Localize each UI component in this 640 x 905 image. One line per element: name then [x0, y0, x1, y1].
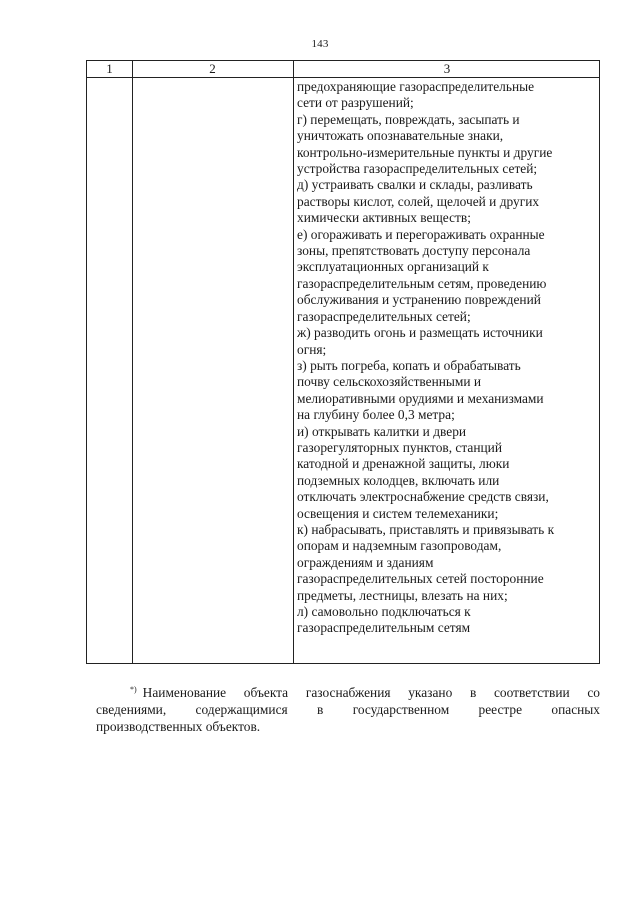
footnote-line-2: [96, 701, 600, 718]
table-text-line: эксплуатационных организаций к: [297, 259, 489, 275]
table-text-line: зоны, препятствовать доступу персонала: [297, 243, 531, 259]
table-text-line: растворы кислот, солей, щелочей и других: [297, 193, 540, 209]
column-divider-2: [293, 61, 294, 663]
footnote-word: сведениями,: [96, 702, 167, 717]
table-text-line: катодной и дренажной защиты, люки: [297, 456, 510, 472]
column-header-2: 2: [209, 61, 216, 76]
table-text-line: газораспределительных сетей посторонние: [297, 571, 544, 587]
footnote-line-1: [96, 684, 600, 701]
table-text-line: освещения и систем телемеханики;: [297, 505, 499, 521]
footnote-word: содержащимися: [195, 702, 288, 717]
footnote-word: соответствии: [493, 685, 570, 700]
table-text-line: огня;: [297, 341, 327, 357]
footnote: [96, 684, 600, 735]
table-text-line: л) самовольно подключаться к: [297, 604, 471, 619]
footnote-word: [130, 684, 226, 701]
footnote-word: опасных: [551, 702, 600, 717]
page-number: 143: [311, 38, 329, 50]
table-text-line: ограждениям и зданиям: [297, 554, 434, 570]
footnote-word: указано: [408, 685, 453, 700]
table-text-line: е) огораживать и перегораживать охранные: [297, 226, 545, 242]
table-text-line: д) устраивать свалки и склады, разливать: [297, 177, 533, 193]
table-text-line: газорегуляторных пунктов, станций: [297, 439, 503, 455]
table-text-line: отключать электроснабжение средств связи,: [297, 489, 549, 505]
table-text-line: обслуживания и устранению повреждений: [297, 292, 541, 308]
table-text-line: сети от разрушений;: [297, 95, 414, 111]
footnote-word: реестре: [478, 702, 523, 717]
table-text-line: уничтожать опознавательные знаки,: [297, 128, 504, 144]
table-text-line: на глубину более 0,3 метра;: [297, 407, 455, 423]
requirements-table: [86, 60, 600, 664]
table-text-line: подземных колодцев, включать или: [297, 472, 500, 488]
footnote-word-text: Наименование: [142, 685, 227, 700]
table-text-line: газораспределительных сетей;: [297, 308, 471, 324]
table-text-line: предохраняющие газораспределительные: [297, 79, 535, 94]
table-text-line: химически активных веществ;: [297, 210, 471, 226]
table-text-line: контрольно-измерительные пункты и другие: [297, 144, 553, 160]
column-3-content: [297, 79, 599, 637]
footnote-word: государственном: [352, 702, 450, 717]
table-text-line: к) набрасывать, приставлять и привязывать к: [297, 521, 555, 537]
table-text-line: газораспределительным сетям, проведению: [297, 275, 547, 291]
table-text-line: опорам и надземным газопроводам,: [297, 538, 502, 554]
header-divider: [87, 77, 599, 78]
table-text-line: ж) разводить огонь и размещать источники: [297, 325, 543, 341]
column-header-3: 3: [443, 61, 451, 76]
table-text-line: устройства газораспределительных сетей;: [297, 161, 538, 177]
footnote-marker: *): [130, 684, 137, 694]
footnote-word: объекта: [243, 685, 289, 700]
table-text-line: г) перемещать, повреждать, засыпать и: [297, 111, 520, 127]
footnote-word: газоснабжения: [305, 685, 391, 700]
column-divider-1: [132, 61, 133, 663]
footnote-line-3: производственных объектов.: [96, 719, 261, 734]
table-text-line: з) рыть погреба, копать и обрабатывать: [297, 357, 521, 373]
table-text-line: газораспределительным сетям: [297, 620, 471, 636]
table-text-line: предметы, лестницы, влезать на них;: [297, 587, 508, 603]
footnote-word: в: [469, 685, 477, 700]
column-header-1: 1: [106, 61, 113, 76]
footnote-word: со: [587, 685, 600, 700]
table-text-line: почву сельскохозяйственными и: [297, 374, 482, 390]
table-text-line: мелиоративными орудиями и механизмами: [297, 390, 544, 406]
footnote-word: в: [317, 702, 324, 717]
table-text-line: и) открывать калитки и двери: [297, 423, 467, 439]
